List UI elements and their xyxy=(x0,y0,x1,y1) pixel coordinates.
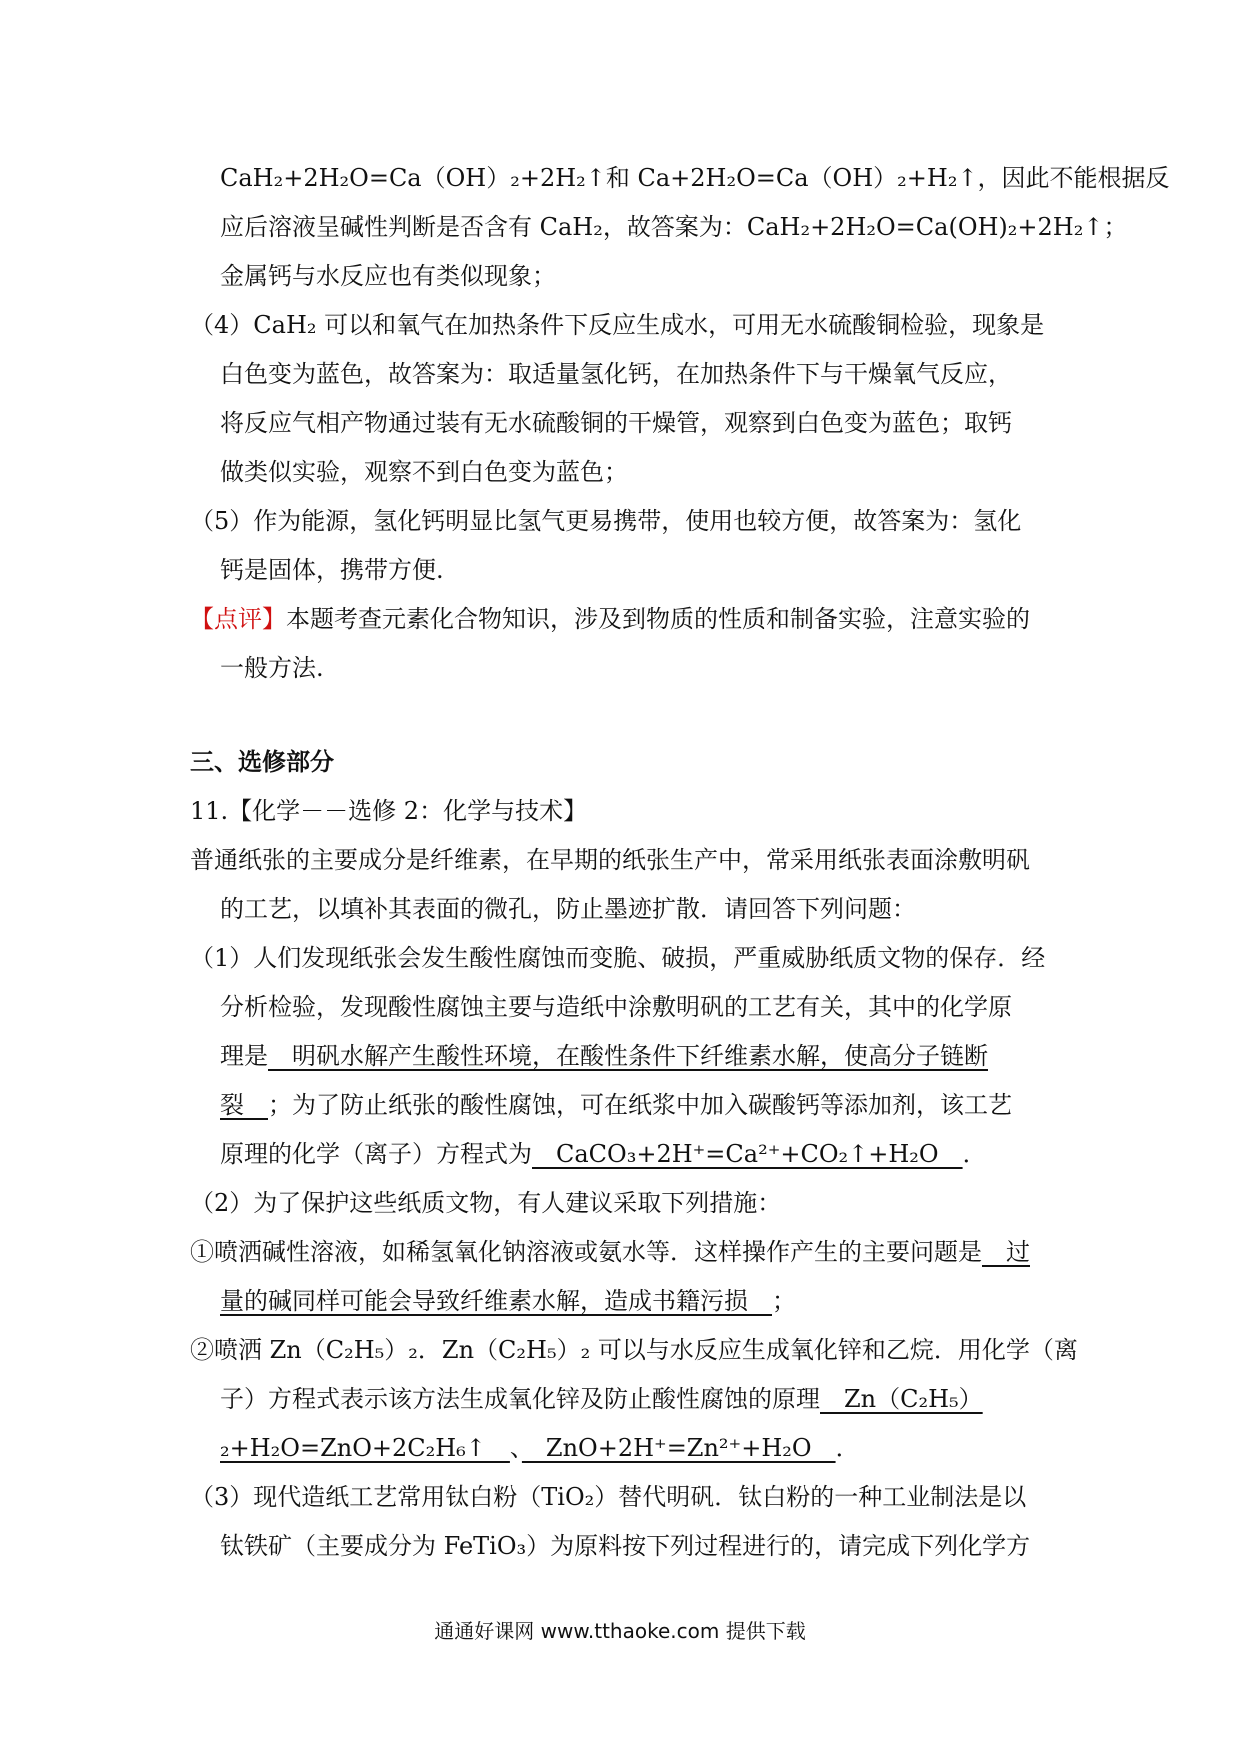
text-span: ； xyxy=(772,1287,796,1315)
text-span: ；为了防止纸张的酸性腐蚀，可在纸浆中加入碳酸钙等添加剂，该工艺 xyxy=(268,1091,1012,1119)
text-line xyxy=(220,207,1127,247)
text-line xyxy=(220,1085,1012,1125)
answer-blank: 明矾水解产生酸性环境，在酸性条件下纤维素水解，使高分子链断 xyxy=(268,1042,988,1070)
answer-blank: ₂+H₂O=ZnO+2C₂H₆↑ xyxy=(220,1434,510,1462)
text-span: 普通纸张的主要成分是纤维素，在早期的纸张生产中，常采用纸张表面涂敷明矾 xyxy=(190,846,1030,874)
text-line xyxy=(190,305,1044,345)
text-line xyxy=(220,1036,988,1076)
text-span: 钙是固体，携带方便. xyxy=(220,556,444,584)
text-span: ． xyxy=(962,1140,987,1168)
text-span: 钛铁矿（主要成分为 FeTiO₃）为原料按下列过程进行的，请完成下列化学方 xyxy=(220,1532,1031,1560)
answer-blank: 量的碱同样可能会导致纤维素水解，造成书籍污损 xyxy=(220,1287,772,1315)
text-line xyxy=(190,840,1030,880)
text-line xyxy=(220,158,1170,198)
answer-blank: 裂 xyxy=(220,1091,268,1119)
text-span: 原理的化学（离子）方程式为 xyxy=(220,1140,532,1168)
text-line xyxy=(220,256,556,296)
text-span: （5）作为能源，氢化钙明显比氢气更易携带，使用也较方便，故答案为：氢化 xyxy=(190,507,1022,535)
answer-blank: ZnO+2H⁺=Zn²⁺+H₂O xyxy=(521,1434,836,1462)
text-line xyxy=(190,791,587,831)
text-line xyxy=(220,648,324,688)
page-footer: 通通好课网 www.tthaoke.com 提供下载 xyxy=(434,1619,806,1643)
text-span: 的工艺，以填补其表面的微孔，防止墨迹扩散．请回答下列问题： xyxy=(220,895,916,923)
text-span: ． xyxy=(835,1434,860,1462)
text-span: 分析检验，发现酸性腐蚀主要与造纸中涂敷明矾的工艺有关，其中的化学原 xyxy=(220,993,1012,1021)
text-line xyxy=(190,1477,1026,1517)
text-line xyxy=(220,354,1012,394)
text-line xyxy=(190,1232,1030,1272)
answer-blank: 过 xyxy=(982,1238,1030,1266)
answer-blank: CaCO₃+2H⁺=Ca²⁺+CO₂↑+H₂O xyxy=(532,1140,963,1168)
text-line xyxy=(220,987,1012,1027)
text-line xyxy=(220,889,916,929)
text-span: 将反应气相产物通过装有无水硫酸铜的干燥管，观察到白色变为蓝色；取钙 xyxy=(220,409,1012,437)
comment-label: 【点评】 xyxy=(190,605,286,633)
text-span: 白色变为蓝色，故答案为：取适量氢化钙，在加热条件下与干燥氧气反应， xyxy=(220,360,1012,388)
text-line xyxy=(220,550,444,590)
text-span: 本题考查元素化合物知识，涉及到物质的性质和制备实验，注意实验的 xyxy=(286,605,1030,633)
text-span: 、 xyxy=(509,1434,522,1462)
text-line xyxy=(220,1281,796,1321)
text-span: （2）为了保护这些纸质文物，有人建议采取下列措施： xyxy=(190,1189,782,1217)
text-span: 金属钙与水反应也有类似现象； xyxy=(220,262,556,290)
text-span: ②喷洒 Zn（C₂H₅）₂．Zn（C₂H₅）₂ 可以与水反应生成氧化锌和乙烷．用化学（离 xyxy=(190,1336,1078,1364)
text-line xyxy=(190,742,334,782)
text-line xyxy=(220,1379,983,1419)
text-span: 11.【化学－－选修 2：化学与技术】 xyxy=(190,797,588,825)
text-line xyxy=(190,1330,1078,1370)
text-span: ①喷洒碱性溶液，如稀氢氧化钠溶液或氨水等．这样操作产生的主要问题是 xyxy=(190,1238,982,1266)
text-line xyxy=(220,452,628,492)
text-line xyxy=(220,1526,1030,1566)
text-line xyxy=(220,1134,987,1174)
text-span: 做类似实验，观察不到白色变为蓝色； xyxy=(220,458,628,486)
text-span: 三、选修部分 xyxy=(190,747,334,776)
text-line xyxy=(220,1428,860,1468)
text-line xyxy=(190,501,1021,541)
text-span: （1）人们发现纸张会发生酸性腐蚀而变脆、破损，严重威胁纸质文物的保存．经 xyxy=(190,944,1046,972)
text-span: 一般方法. xyxy=(220,654,324,682)
text-line xyxy=(190,599,1030,639)
text-span: （3）现代造纸工艺常用钛白粉（TiO₂）替代明矾．钛白粉的一种工业制法是以 xyxy=(190,1483,1027,1511)
text-span: （4）CaH₂ 可以和氧气在加热条件下反应生成水，可用无水硫酸铜检验，现象是 xyxy=(190,311,1045,339)
text-line xyxy=(190,938,1045,978)
text-span: 理是 xyxy=(220,1042,268,1070)
text-span: CaH₂+2H₂O=Ca（OH）₂+2H₂↑和 Ca+2H₂O=Ca（OH）₂+H₂↑，因此不能根据反 xyxy=(220,164,1170,192)
text-line xyxy=(190,1183,781,1223)
text-line xyxy=(220,403,1012,443)
text-span: 应后溶液呈碱性判断是否含有 CaH₂，故答案为：CaH₂+2H₂O=Ca(OH)₂+2H₂↑； xyxy=(220,213,1128,241)
text-span: 子）方程式表示该方法生成氧化锌及防止酸性腐蚀的原理 xyxy=(220,1385,820,1413)
answer-blank: Zn（C₂H₅） xyxy=(820,1385,983,1413)
